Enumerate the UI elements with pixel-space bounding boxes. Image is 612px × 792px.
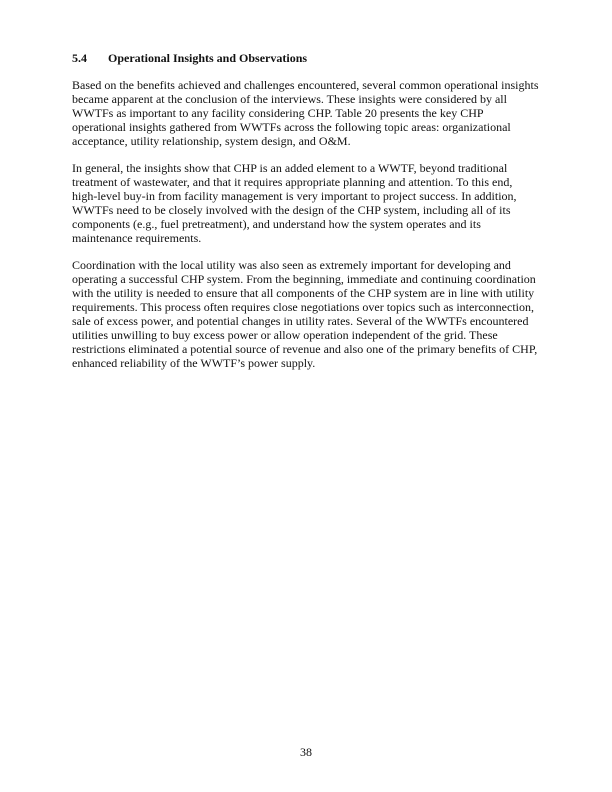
text-line: Coordination with the local utility was also seen as extremely important for developing and bbox=[72, 258, 511, 272]
text-line: enhanced reliability of the WWTF’s power supply. bbox=[72, 356, 316, 370]
text-line: became apparent at the conclusion of the interviews. These insights were considered by all bbox=[72, 92, 507, 106]
page-number: 38 bbox=[300, 745, 312, 759]
paragraph-utility-coordination bbox=[72, 258, 552, 370]
paragraph-general-insights bbox=[72, 161, 552, 245]
text-line: operational insights gathered from WWTFs across the following topic areas: organizational bbox=[72, 120, 511, 134]
text-line: Based on the benefits achieved and challenges encountered, several common operational insights bbox=[72, 78, 539, 92]
text-line: with the utility is needed to ensure that all components of the CHP system are in line with utility bbox=[72, 286, 535, 300]
text-line: utilities unwilling to buy excess power or allow operation independent of the grid. These bbox=[72, 328, 498, 342]
text-line: acceptance, utility relationship, system design, and O&M. bbox=[72, 134, 351, 148]
section-number: 5.4 bbox=[72, 51, 87, 65]
text-line: In general, the insights show that CHP is an added element to a WWTF, beyond traditional bbox=[72, 161, 508, 175]
section-heading bbox=[72, 51, 307, 65]
paragraph-intro bbox=[72, 78, 552, 148]
text-line: operating a successful CHP system. From the beginning, immediate and continuing coordination bbox=[72, 272, 536, 286]
text-line: restrictions eliminated a potential source of revenue and also one of the primary benefits of CHP, bbox=[72, 342, 538, 356]
text-line: treatment of wastewater, and that it requires appropriate planning and attention. To this end, bbox=[72, 175, 513, 189]
text-line: high-level buy-in from facility management is very important to project success. In addition, bbox=[72, 189, 517, 203]
text-line: sale of excess power, and potential changes in utility rates. Several of the WWTFs encountered bbox=[72, 314, 529, 328]
text-line: maintenance requirements. bbox=[72, 231, 202, 245]
text-line: requirements. This process often requires close negotiations over topics such as interconnection, bbox=[72, 300, 534, 314]
text-line: WWTFs as important to any facility considering CHP. Table 20 presents the key CHP bbox=[72, 106, 484, 120]
text-line: components (e.g., fuel pretreatment), and understand how the system operates and its bbox=[72, 217, 481, 231]
section-title: Operational Insights and Observations bbox=[108, 51, 308, 65]
text-line: WWTFs need to be closely involved with the design of the CHP system, including all of its bbox=[72, 203, 511, 217]
